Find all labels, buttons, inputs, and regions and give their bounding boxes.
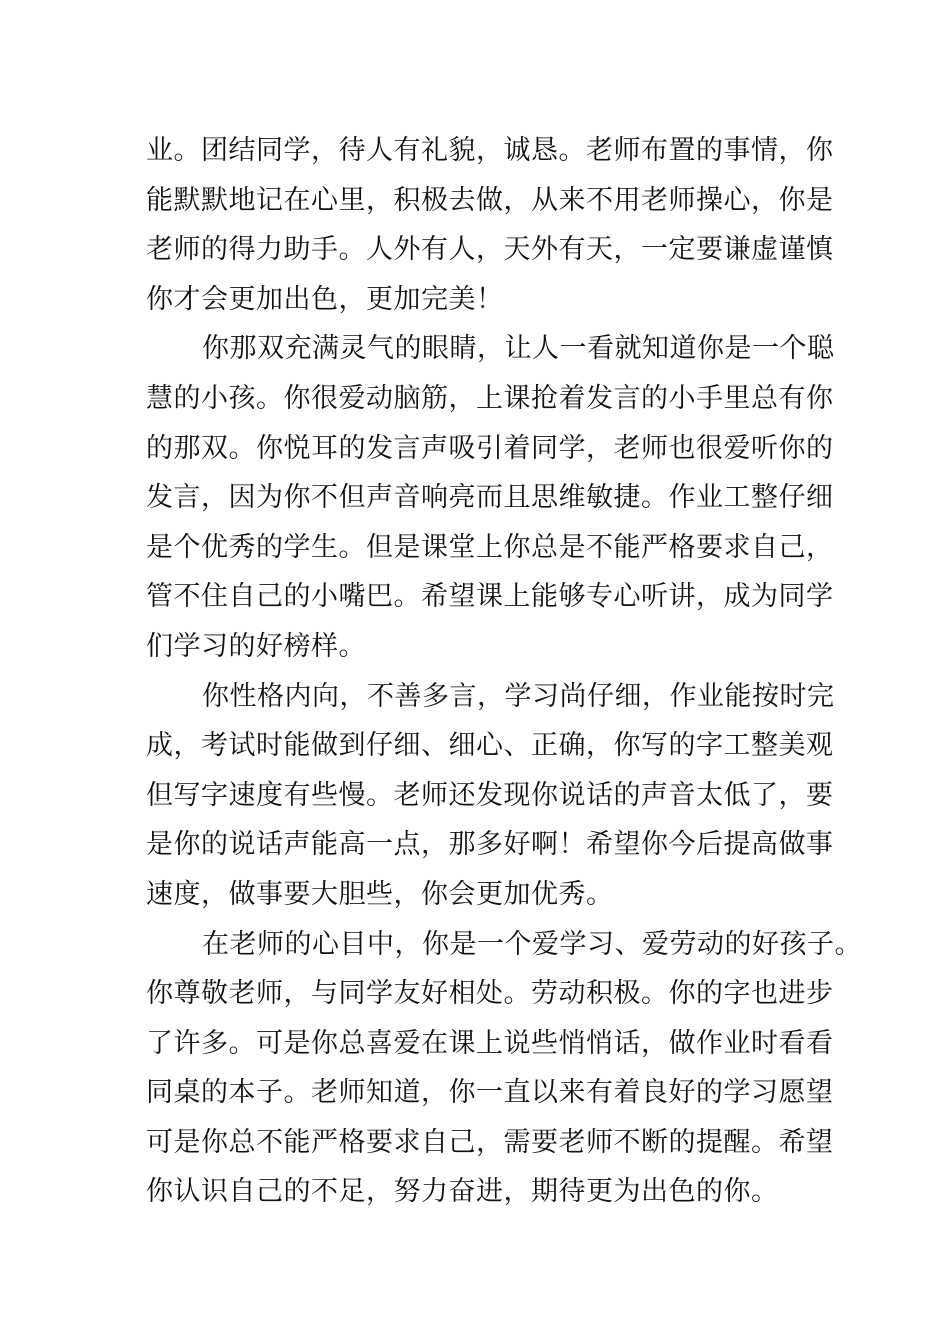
paragraph-first-line: 你性格内向，不善多言，学习尚仔细，作业能按时完: [202, 680, 835, 712]
text-line: 可是你总不能严格要求自己，需要老师不断的提醒。希望: [146, 1126, 834, 1158]
text-line: 慧的小孩。你很爱动脑筋，上课抢着发言的小手里总有你: [146, 382, 834, 414]
document-body: [146, 126, 862, 1217]
text-line: 同桌的本子。老师知道，你一直以来有着良好的学习愿望: [146, 1077, 834, 1109]
text-line: 你认识自己的不足，努力奋进，期待更为出色的你。: [146, 1176, 779, 1208]
text-line: 能默默地记在心里，积极去做，从来不用老师操心，你是: [146, 184, 834, 216]
paragraph-first-line: 在老师的心目中，你是一个爱学习、爱劳动的好孩子。: [202, 928, 862, 960]
paragraph-first-line: 你那双充满灵气的眼睛，让人一看就知道你是一个聪: [202, 333, 835, 365]
text-line: 管不住自己的小嘴巴。希望课上能够专心听讲，成为同学: [146, 581, 834, 613]
text-line: 的那双。你悦耳的发言声吸引着同学，老师也很爱听你的: [146, 432, 834, 464]
text-line: 速度，做事要大胆些，你会更加优秀。: [146, 878, 614, 910]
text-line: 是个优秀的学生。但是课堂上你总是不能严格要求自己，: [146, 531, 834, 563]
text-line: 老师的得力助手。人外有人，天外有天，一定要谦虚谨慎: [146, 234, 834, 266]
text-line: 你才会更加出色，更加完美！: [146, 283, 504, 315]
text-line: 是你的说话声能高一点，那多好啊！希望你今后提高做事: [146, 829, 834, 861]
text-line: 成，考试时能做到仔细、细心、正确，你写的字工整美观: [146, 730, 834, 762]
text-line: 你尊敬老师，与同学友好相处。劳动积极。你的字也进步: [146, 978, 834, 1010]
text-line: 发言，因为你不但声音响亮而且思维敏捷。作业工整仔细: [146, 482, 834, 514]
text-line: 但写字速度有些慢。老师还发现你说话的声音太低了，要: [146, 779, 834, 811]
text-line: 业。团结同学，待人有礼貌，诚恳。老师布置的事情，你: [146, 135, 834, 166]
text-line: 们学习的好榜样。: [146, 630, 366, 662]
text-line: 了许多。可是你总喜爱在课上说些悄悄话，做作业时看看: [146, 1027, 834, 1059]
